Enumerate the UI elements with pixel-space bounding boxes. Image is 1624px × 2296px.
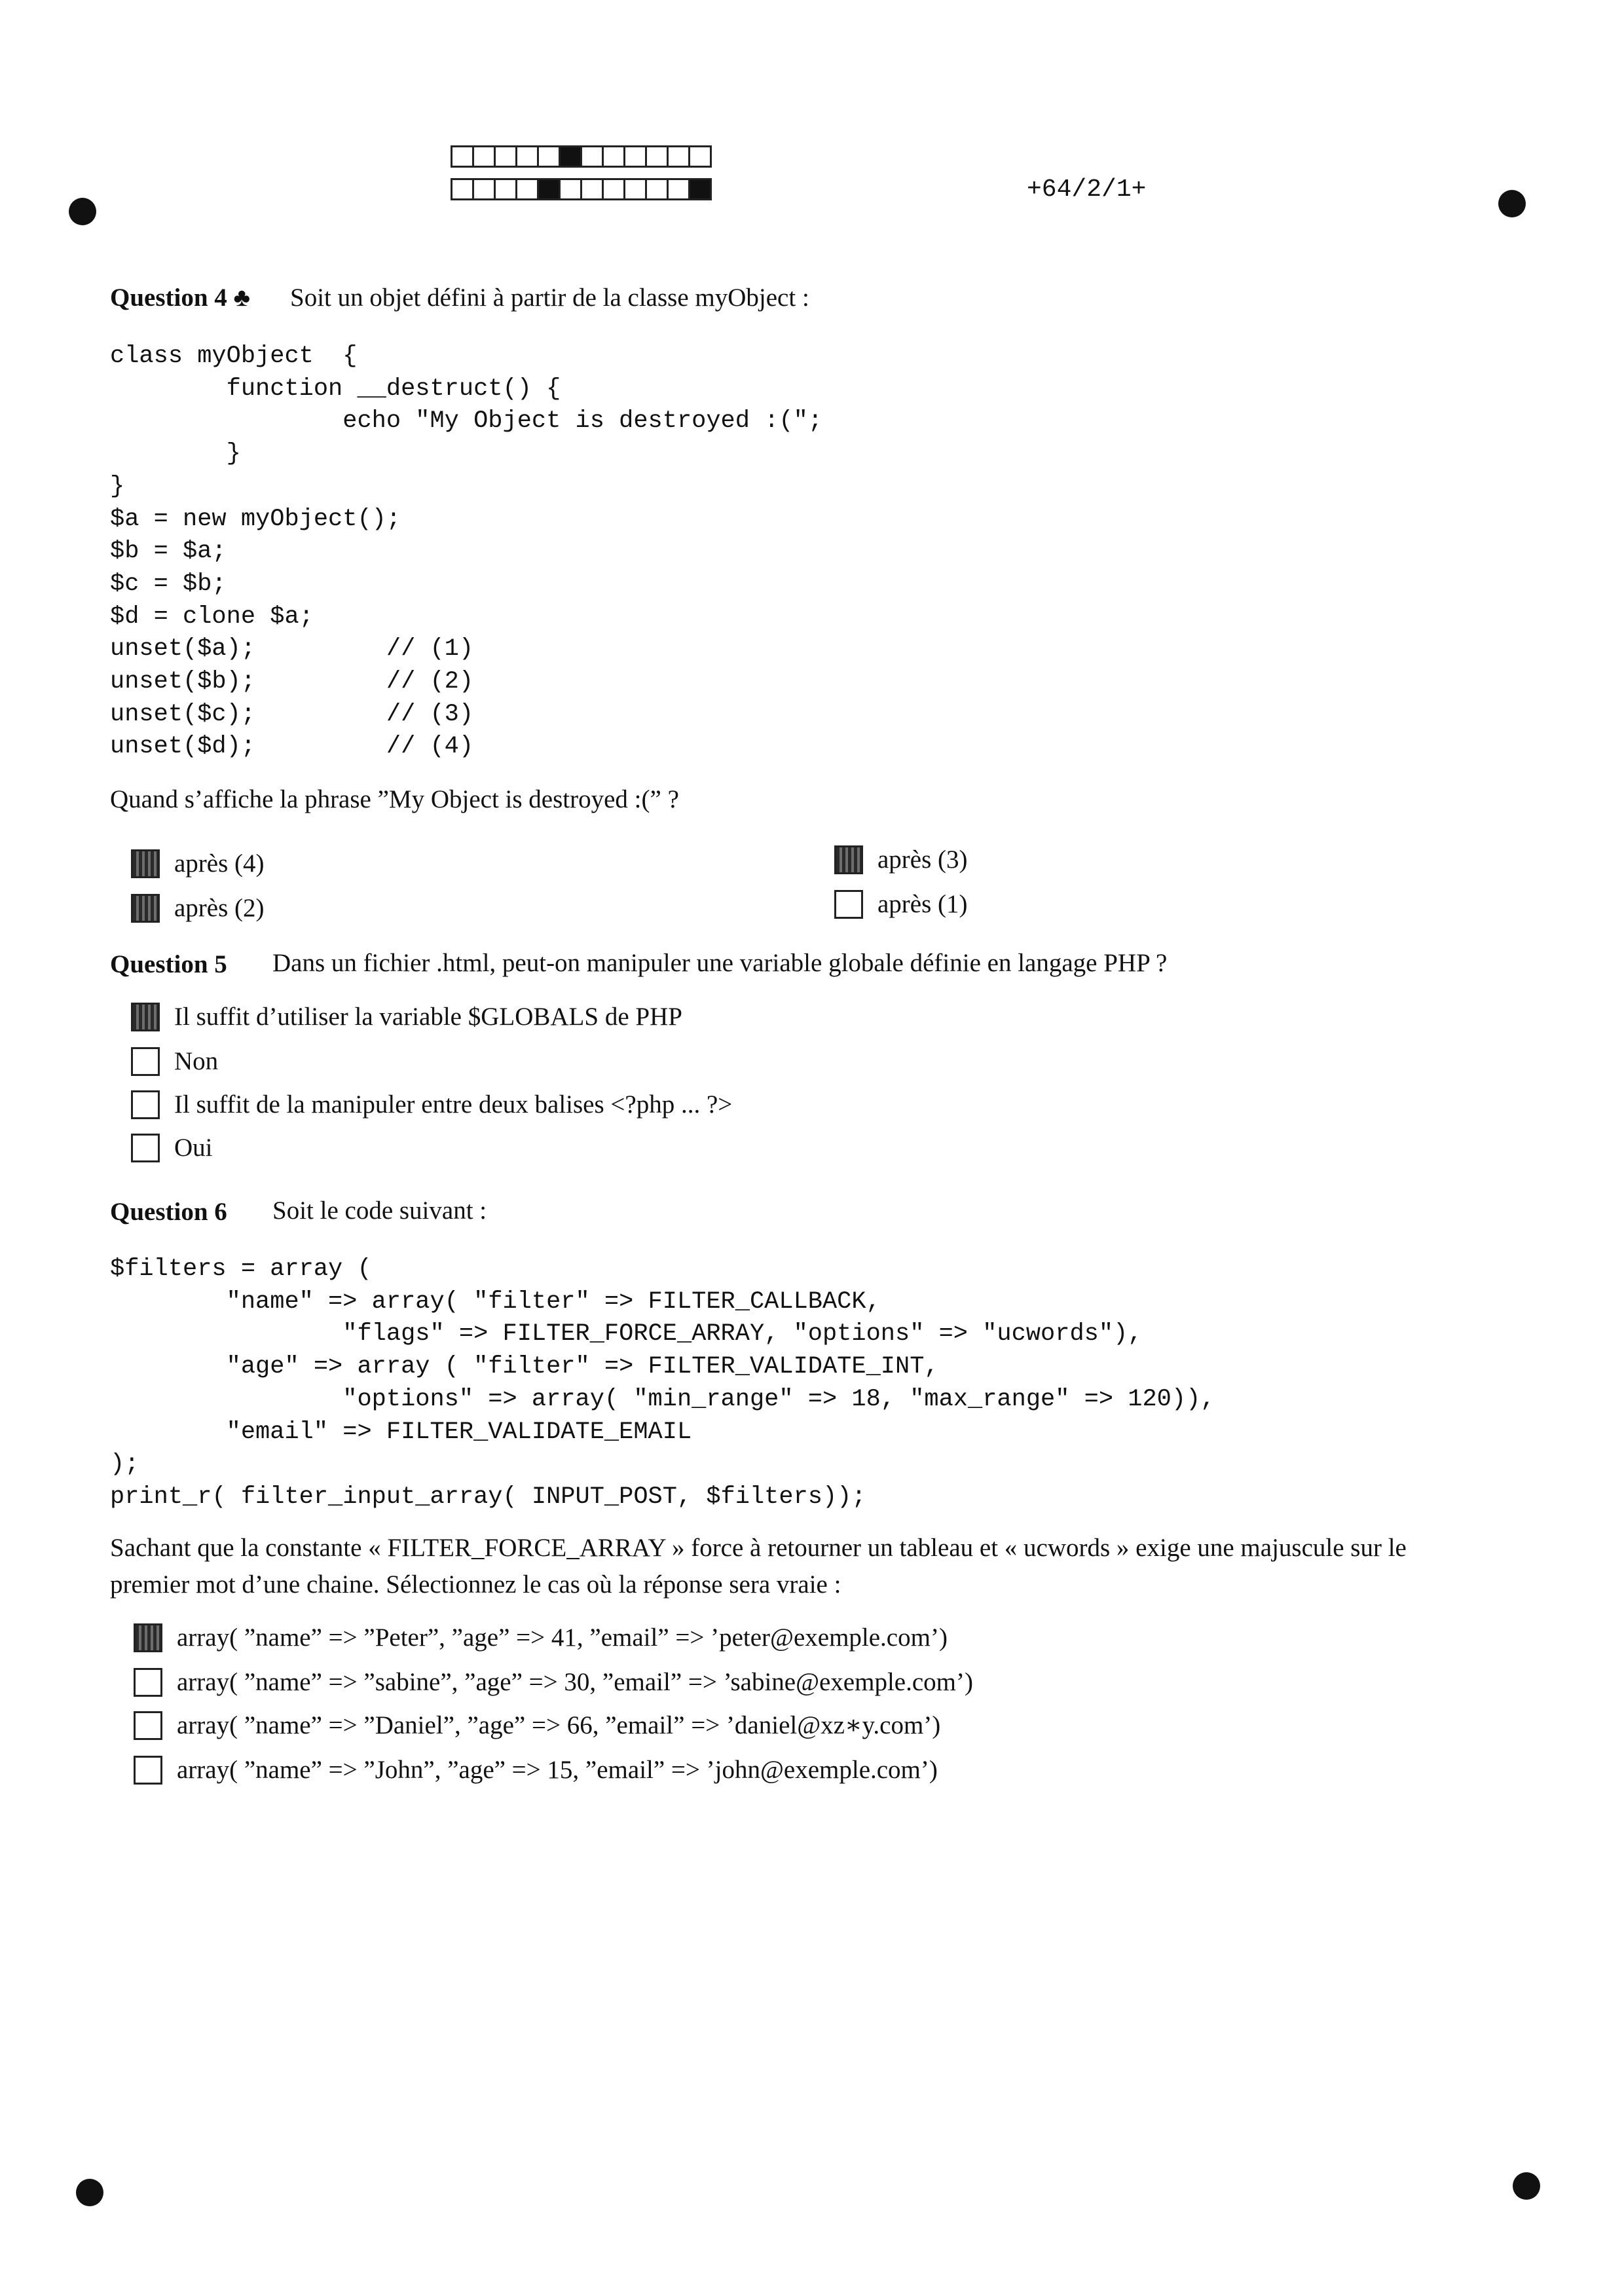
code-cell — [537, 145, 561, 168]
code-cell — [580, 145, 604, 168]
club-icon: ♣ — [233, 284, 251, 312]
answer-label: après (1) — [877, 890, 968, 918]
q5-answer-2[interactable] — [131, 1046, 218, 1076]
q4-heading — [110, 283, 250, 312]
answer-label: array( ”name” => ”Peter”, ”age” => 41, ”email” => ’peter@exemple.com’) — [177, 1623, 948, 1652]
q4-label: Question 4 — [110, 284, 227, 312]
code-cell — [645, 145, 669, 168]
q4-text: Soit un objet défini à partir de la classe myObject : — [290, 284, 809, 312]
checkbox[interactable] — [131, 1003, 160, 1031]
q5-heading — [110, 950, 227, 979]
q6-answer-1[interactable] — [134, 1623, 948, 1652]
answer-label: Oui — [174, 1134, 213, 1162]
q4-code: class myObject { function __destruct() { echo "My Object is destroyed :("; } } $a = new myObject(); $b = $a; $c = $b; $d = clone $a; unset($a); // (1) unset($b); // (2) unset($c); // (3) unset($d); // (4) — [110, 343, 822, 761]
q6-instructions-line-2: premier mot d’une chaine. Sélectionnez le cas où la réponse sera vraie : — [110, 1570, 841, 1599]
answer-label: Il suffit d’utiliser la variable $GLOBALS de PHP — [174, 1003, 682, 1031]
code-cell — [472, 145, 496, 168]
q6-text: Soit le code suivant : — [272, 1196, 487, 1225]
answer-label: array( ”name” => ”Daniel”, ”age” => 66, ”email” => ’daniel@xz∗y.com’) — [177, 1711, 941, 1739]
code-cell — [451, 178, 474, 200]
answer-label: après (3) — [877, 845, 968, 874]
code-cell — [623, 178, 647, 200]
code-cell — [602, 145, 625, 168]
registration-mark-top-right — [1498, 190, 1526, 217]
answer-label: Il suffit de la manipuler entre deux balises <?php ... ?> — [174, 1090, 733, 1119]
checkbox[interactable] — [131, 1047, 160, 1076]
q5-answer-1[interactable] — [131, 1002, 682, 1031]
registration-mark-bottom-left — [76, 2179, 103, 2206]
code-cell — [537, 178, 561, 200]
q5-answer-4[interactable] — [131, 1133, 213, 1162]
q5-label: Question 5 — [110, 950, 227, 978]
q4-answer-4[interactable] — [834, 889, 968, 919]
q6-answer-4[interactable] — [134, 1755, 938, 1785]
header-code-row-2 — [451, 178, 710, 200]
checkbox[interactable] — [834, 890, 863, 919]
checkbox[interactable] — [134, 1756, 162, 1785]
registration-mark-top-left — [69, 198, 96, 225]
answer-label: après (2) — [174, 894, 265, 922]
q4-question: Quand s’affiche la phrase ”My Object is destroyed :(” ? — [110, 785, 679, 813]
q6-answer-2[interactable] — [134, 1667, 973, 1697]
code-cell — [559, 145, 582, 168]
checkbox[interactable] — [134, 1711, 162, 1740]
q6-code: $filters = array ( "name" => array( "filter" => FILTER_CALLBACK, "flags" => FILTER_FORCE_ARRAY, "options" => "ucwords"), "age" => array ( "filter" => FILTER_VALIDATE_INT, "options" => array( "min_range" => 18, "max_range" => 120)), "email" => FILTER_VALIDATE_EMAIL ); print_r( filter_input_array( INPUT_POST, $filters)); — [110, 1255, 1215, 1511]
code-cell — [472, 178, 496, 200]
answer-label: array( ”name” => ”John”, ”age” => 15, ”email” => ’john@exemple.com’) — [177, 1756, 938, 1784]
q4-answer-3[interactable] — [131, 893, 265, 923]
code-cell — [602, 178, 625, 200]
checkbox[interactable] — [134, 1623, 162, 1652]
code-cell — [515, 145, 539, 168]
q5-answer-3[interactable] — [131, 1090, 732, 1119]
code-cell — [580, 178, 604, 200]
q4-answer-1[interactable] — [131, 849, 265, 878]
answer-label: Non — [174, 1047, 219, 1075]
checkbox[interactable] — [834, 845, 863, 874]
answer-label: après (4) — [174, 849, 265, 878]
checkbox[interactable] — [131, 1134, 160, 1162]
code-cell — [494, 145, 517, 168]
code-cell — [559, 178, 582, 200]
page-identifier: +64/2/1+ — [1027, 176, 1147, 204]
registration-mark-bottom-right — [1513, 2172, 1540, 2200]
q6-instructions-line-1: Sachant que la constante « FILTER_FORCE_ARRAY » force à retourner un tableau et « ucwords » exige une majuscule sur le — [110, 1534, 1407, 1562]
q4-answer-2[interactable] — [834, 845, 968, 874]
code-cell — [515, 178, 539, 200]
code-cell — [688, 145, 712, 168]
code-cell — [451, 145, 474, 168]
q5-text: Dans un fichier .html, peut-on manipuler une variable globale définie en langage PHP ? — [272, 949, 1168, 977]
q6-heading — [110, 1197, 227, 1227]
checkbox[interactable] — [134, 1668, 162, 1697]
code-cell — [688, 178, 712, 200]
code-cell — [667, 145, 690, 168]
q6-label: Question 6 — [110, 1198, 227, 1226]
code-cell — [667, 178, 690, 200]
code-cell — [645, 178, 669, 200]
code-cell — [494, 178, 517, 200]
header-code-row-1 — [451, 145, 710, 168]
q6-answer-3[interactable] — [134, 1711, 940, 1740]
checkbox[interactable] — [131, 1090, 160, 1119]
answer-label: array( ”name” => ”sabine”, ”age” => 30, ”email” => ’sabine@exemple.com’) — [177, 1668, 973, 1696]
checkbox[interactable] — [131, 894, 160, 923]
code-cell — [623, 145, 647, 168]
checkbox[interactable] — [131, 849, 160, 878]
